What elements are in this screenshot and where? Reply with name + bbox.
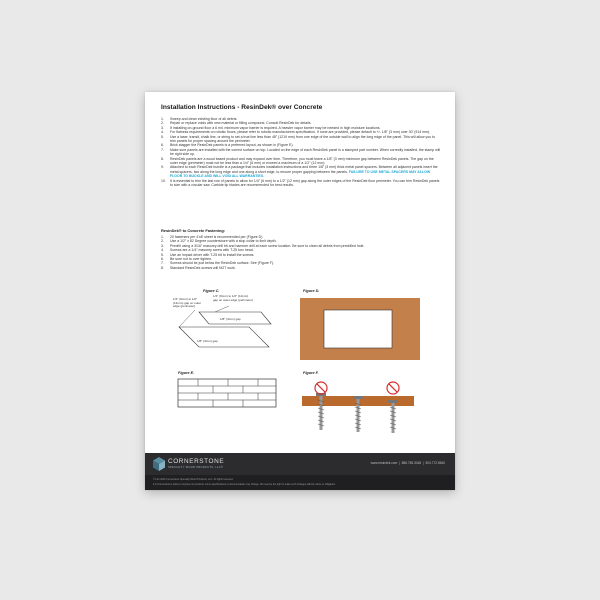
figure-d-diagram (300, 298, 420, 360)
fastening-steps (161, 235, 441, 270)
figure-c-gap-note: 1/8" (3mm) gap (220, 317, 241, 321)
step-text: ResinDek panels are a wood based product and may expand over time. Therefore, you must leave a 1/8" (3 mm) minimum gap between ResinDek panels. The gap on the outer edge (perimeter) must not be less than a 1/4" (6 mm) or exceed a maximum of a 1/2" (12 mm). (170, 156, 434, 166)
phone-primary: 888.755.3048 (401, 461, 422, 465)
legal-bar (145, 475, 455, 490)
step-number: 1. (161, 117, 164, 121)
step-number: 3. (161, 243, 164, 248)
step-text: 20 fasteners per 4'x8' sheet is recommended per (Figure D). (170, 235, 264, 239)
step-number: 5. (161, 252, 164, 257)
figure-f-label: Figure F. (303, 371, 319, 375)
step-text: Use a laser, transit, chalk line, or string to set a true line less than 48" (1219 mm) from one edge of the outside wall to align the long edge of the panel. This will allow you to trim panels for proper spacing around the perimeter. (170, 134, 435, 144)
step-text: If installing on-ground floor a 6 mil. minimum vapor barrier is required. A heavier vapor barrier may be needed in high moisture locations. (170, 125, 381, 130)
brand-name: CORNERSTONE (168, 458, 225, 465)
step-text: Use a 1/2" x 82 Degree countersbore with a stop collar to limit depth. (170, 239, 277, 244)
step-text: Brick stagger the ResinDek panels is a preferred layout, as shown in (Figure E). (170, 143, 294, 148)
step-text: Make sure panels are installed with the correct surface on top. Located on the edge of each ResinDek panel is a stamped part number. When correctly installed, the stamp will be right side up. (170, 147, 441, 157)
instruction-sheet (145, 92, 455, 490)
step-number: 10. (161, 178, 166, 183)
prohibited-icon (387, 382, 399, 394)
installation-steps (161, 117, 441, 188)
contact-info: www.resindek.com | 888.755.3048 | 503.772.5560 (370, 461, 445, 465)
step-text: It is essential to trim the last row of panels to allow for 1/4" (6 mm) to a 1/2" (12 mm) gap along the outer edges of the ResinDek floor perimeter. You can trim ResinDek panels to size with a circular saw. Carbide tip blades are recommended for best results. (170, 178, 440, 188)
step-text: Be sure not to over tighten. (170, 257, 213, 262)
step-number: 1. (161, 235, 164, 239)
step-number: 7. (161, 147, 164, 152)
step-number: 7. (161, 261, 164, 266)
step-number: 4. (161, 130, 164, 135)
figure-c-gap-note-2: 1/8" (3mm) gap (197, 339, 218, 343)
brand-subtitle: SPECIALTY WOOD PRODUCTS, LLC® (168, 466, 224, 469)
prohibited-icon (315, 382, 327, 394)
website-link[interactable]: www.resindek.com (370, 461, 398, 465)
step-number: 4. (161, 248, 164, 253)
list-item (161, 135, 441, 144)
figure-f-diagram (302, 378, 414, 438)
step-number: 2. (161, 239, 164, 244)
document-title: Installation Instructions - ResinDek® over Concrete (161, 104, 323, 111)
step-number: 6. (161, 257, 164, 262)
footer-bar (145, 453, 455, 475)
step-number: 5. (161, 134, 164, 139)
list-item (161, 165, 441, 178)
step-number: 3. (161, 125, 164, 130)
disclaimer-text: It is Cornerstone's policy to improve its products; some specifications or documentation may change. We reserve the right to make such changes without notice or obligation. (153, 483, 336, 486)
step-text: Repair or replace voids with new material or filling compound. Consult ResinDek for details. (170, 121, 312, 126)
figure-e-diagram (178, 379, 276, 407)
step-number: 8. (161, 156, 164, 161)
figure-c-diagram (169, 292, 279, 352)
step-text: Standard ResinDek screws will NOT work. (170, 265, 236, 270)
list-item (161, 266, 441, 270)
step-text: Predrill using a 3/16" masonry drill bit and hammer drill at each screw location. Be sure to clean all debris from predrilled hole. (170, 243, 365, 248)
figure-e-label: Figure E. (178, 371, 195, 375)
cornerstone-logo-icon (153, 457, 165, 471)
figure-d-label: Figure D. (303, 289, 320, 293)
figure-c-note-left: 1/4" (6mm) to 1/2" (12mm) gap on outer edge (perimeter) (173, 297, 202, 308)
list-item (161, 179, 441, 188)
figure-c-note-right: 1/4" (6mm) to 1/2" (12mm) gap on outer edge (perimeter) (213, 294, 253, 302)
step-number: 9. (161, 165, 164, 170)
figure-c-label: Figure C. (203, 289, 220, 293)
step-number: 6. (161, 143, 164, 148)
step-text: Sweep and clean existing floor of all debris. (170, 117, 238, 121)
step-number: 2. (161, 121, 164, 126)
list-item (161, 148, 441, 157)
phone-secondary: 503.772.5560 (425, 461, 445, 465)
spacer-warning: FAILURE TO USE METAL SPACERS MAY ALLOW FLOOR TO BUCKLE AND WILL VOID ALL WARRANTIES. (170, 169, 431, 179)
copyright-text: © Feb 2020 Cornerstone Specialty Wood Products, LLC. All rights reserved. (153, 478, 234, 481)
list-item (161, 157, 441, 166)
step-number: 8. (161, 265, 164, 270)
fastening-heading: ResinDek® to Concrete Fastening: (161, 228, 226, 233)
step-text: For flatness requirements on robotic floors, please refer to robotic manufacturers specification. If none are provided, please default to +/- 1/8" (3 mm) over 30' (914 mm). (170, 130, 431, 135)
step-text: Use an impact driver with T-25 bit to install the screws. (170, 252, 255, 257)
step-text: Attached to each ResinDek bundle is a package that includes installation instructions and three 1/8" (3 mm) thick metal panel spacers. Between all adjacent panels insert the metal spacers, two along the long edge and one along a short edge, to ensure proper gapping between the panels. (170, 165, 438, 174)
step-text: Screws are a 1/4" masonry screw with T-25 torx head. (170, 248, 254, 253)
step-text: Screws should be just below the ResinDek surface. See (Figure F). (170, 261, 275, 266)
